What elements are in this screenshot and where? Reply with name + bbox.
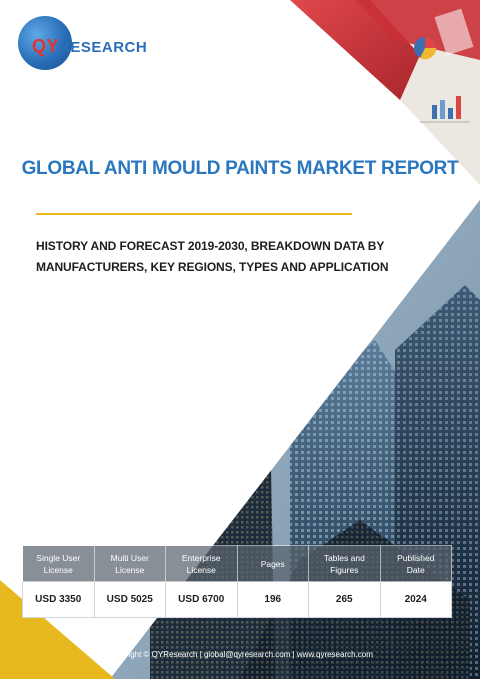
value-enterprise-price[interactable]: USD 6700 bbox=[166, 582, 238, 618]
subtitle-line-2: MANUFACTURERS, KEY REGIONS, TYPES AND APPLICATION bbox=[36, 260, 389, 274]
report-subtitle bbox=[36, 236, 456, 278]
license-info-table bbox=[22, 545, 452, 618]
header-single-user: Single User License bbox=[23, 546, 95, 582]
table-value-row bbox=[23, 582, 452, 618]
header-published-date: Published Date bbox=[380, 546, 452, 582]
report-title: GLOBAL ANTI MOULD PAINTS MARKET REPORT bbox=[21, 158, 459, 179]
value-multi-user-price[interactable]: USD 5025 bbox=[94, 582, 166, 618]
header-pages: Pages bbox=[237, 546, 309, 582]
value-tables-figures: 265 bbox=[309, 582, 381, 618]
header-tables-figures: Tables and Figures bbox=[309, 546, 381, 582]
table-header-row bbox=[23, 546, 452, 582]
logo-wordmark: QYRESEARCH bbox=[32, 36, 148, 56]
value-single-user-price[interactable]: USD 3350 bbox=[23, 582, 95, 618]
qyresearch-logo bbox=[18, 16, 148, 72]
footer-copyright: Copyright © QYResearch | global@qyresearch.com | www.qyresearch.com bbox=[107, 650, 373, 659]
subtitle-line-1: HISTORY AND FORECAST 2019-2030, BREAKDOWN DATA BY bbox=[36, 239, 385, 253]
header-enterprise: Enterprise License bbox=[166, 546, 238, 582]
title-divider bbox=[36, 213, 352, 215]
value-published-date: 2024 bbox=[380, 582, 452, 618]
header-multi-user: Multi User License bbox=[94, 546, 166, 582]
value-pages: 196 bbox=[237, 582, 309, 618]
